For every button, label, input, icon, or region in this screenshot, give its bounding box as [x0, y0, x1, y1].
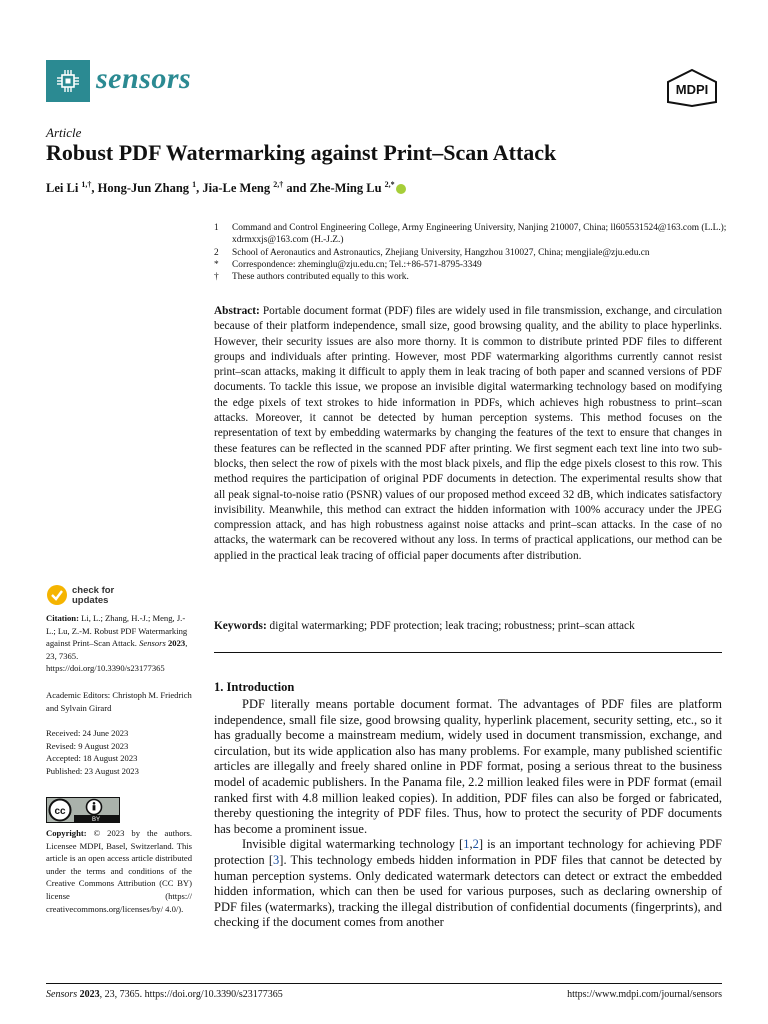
- abstract: [214, 304, 722, 564]
- citation-link[interactable]: 2: [472, 837, 479, 852]
- keywords-label: Keywords:: [214, 620, 267, 632]
- svg-text:BY: BY: [91, 817, 101, 823]
- svg-text:cc: cc: [54, 806, 66, 817]
- dates: [46, 727, 192, 777]
- author-sup: 2,†: [273, 180, 284, 189]
- author-sup: 1,†: [81, 180, 92, 189]
- chip-icon: [56, 69, 80, 93]
- citation-link[interactable]: 1: [463, 837, 470, 852]
- author-list: Lei Li $^{1,\dagger}$, Hong-Jun Zhang $^1$, Jia-Le Meng $^{2,\dagger}$ and Zhe-Ming Lu $^{2,*}$: [46, 180, 406, 196]
- introduction-body: [214, 697, 722, 931]
- citation-link[interactable]: 3: [273, 852, 280, 867]
- article-type: Article: [46, 125, 82, 140]
- section-heading: 1. Introduction: [214, 680, 295, 694]
- affiliation: 1 Command and Control Engineering College, Army Engineering University, Nanjing 210007, China; ll605531524@163.com (L.L.); xdrmxxjs@163.com (H.-J.Z.): [214, 223, 727, 246]
- publisher-name: MDPI: [675, 82, 709, 97]
- journal-url-link[interactable]: https://www.mdpi.com/journal/sensors: [567, 989, 722, 1000]
- received-date: Received: 24 June 2023: [46, 728, 129, 738]
- author-name[interactable]: Jia-Le Meng: [202, 181, 271, 196]
- equal-contribution-note: † These authors contributed equally to this work.: [214, 272, 409, 283]
- author-name[interactable]: Zhe-Ming Lu: [309, 181, 382, 196]
- abstract-text: Portable document format (PDF) files are widely used in file transmission, exchange, and circulation because of their platform independence, small size, good browsing quality, and the ability to place hyperlinks. However, their security issues are also more thorny. It is common to distribute printed PDF files to different groups and individuals after printing. However, most PDF watermarking algorithms currently cannot resist print–scan attacks, making it difficult to apply them in leak tracing of both paper and scanned versions of PDF documents. To tackle this issue, we propose an invisible digital watermarking technology based on modifying the edge pixels of text strokes to hide information in PDFs, which achieves high robustness to print–scan attacks. Moreover, it cannot be detected by human perception systems. This method focuses on the representation of text by embedding watermarks by changing the features of the text to ensure that changes in these features can be reflected in the scanned PDF after printing. We first segment each text line into two sub-blocks, then select the row of pixels with the most black pixels, and flip the edge pixels closest to this row. This method requires the participation of original PDF documents in detection. The experimental results show that all peak signal-to-noise ratio (PSNR) values of our proposed method exceed 32 dB, which indicates satisfactory invisibility. Meanwhile, this method can extract the hidden information with 100% accuracy under the JPEG compression attack, and has high robustness against noise attacks and print–scan attacks. In the case of no attacks, the watermark can be recovered without any loss. In terms of practical applications, our method can be applied in the practical leak tracing of official paper documents after distribution.: [214, 305, 722, 562]
- published-date: Published: 23 August 2023: [46, 765, 139, 776]
- author-name[interactable]: Hong-Jun Zhang: [97, 181, 190, 196]
- check-for-updates[interactable]: check for updates: [72, 585, 115, 606]
- mdpi-logo: [664, 68, 720, 108]
- affiliations: [214, 222, 728, 283]
- accepted-date: Accepted: 18 August 2023: [46, 753, 138, 764]
- keywords-text: digital watermarking; PDF protection; leak tracing; robustness; print–scan attack: [269, 620, 635, 632]
- paragraph: Invisible digital watermarking technology [1,2] is an important technology for achieving PDF protection [3]. This technology embeds hidden information in PDF files that cannot be detected by human perception systems. Only dedicated watermark detectors can detect or extract the embedded hidden information, which can then be used for various purposes, such as declaring ownership of PDF files (watermarks), tracking the illegal distribution of confidential documents (fingerprints), and checking if the document comes from another: [214, 837, 722, 930]
- academic-editors: Academic Editors: Christoph M. Friedrich and Sylvain Girard: [46, 690, 192, 713]
- copyright-notice: Copyright: © 2023 by the authors. Licensee MDPI, Basel, Switzerland. This article is an open access article distributed under the terms and conditions of the Creative Commons Attribution (CC BY) license (https:// creativecommons.org/licenses/by/ 4.0/).: [46, 828, 192, 914]
- cc-by-license-icon[interactable]: [46, 797, 120, 823]
- abstract-label: Abstract:: [214, 305, 260, 317]
- author-name[interactable]: Lei Li: [46, 181, 79, 196]
- author-sup: 2,*: [384, 180, 395, 189]
- paper-title: Robust PDF Watermarking against Print–Scan Attack: [46, 140, 557, 165]
- correspondence: * Correspondence: zheminglu@zju.edu.cn; Tel.:+86-571-8795-3349: [214, 259, 482, 270]
- footer-citation: Sensors 2023, 23, 7365. https://doi.org/10.3390/s23177365: [46, 989, 283, 1000]
- revised-date: Revised: 9 August 2023: [46, 740, 129, 751]
- orcid-icon[interactable]: [396, 184, 406, 194]
- keywords: [214, 619, 722, 634]
- footer-divider: [46, 983, 722, 984]
- divider: [214, 652, 722, 653]
- journal-name: sensors: [96, 62, 192, 95]
- check-updates-icon[interactable]: [46, 584, 68, 606]
- citation-block: Citation: Li, L.; Zhang, H.-J.; Meng, J.-L.; Lu, Z.-M. Robust PDF Watermarking against Print–Scan Attack. Sensors 2023, 23, 7365. https://doi.org/10.3390/s23177365: [46, 613, 188, 674]
- paragraph: PDF literally means portable document format. The advantages of PDF files are platform independence, small file size, good browsing quality, hyperlink placement, security setting, etc., so it has gradually become a mainstream medium, widely used in document transmission, exchange, and circulation, but its wide application also has many problems. For example, many published scientific articles are illegally and freely shared online in PDF format, posing a serious threat to the business model of academic publishers. In the Panama file, 2.2 million leaked files were in PDF format (email ranked first with 4.8 million leaked copies). In addition, PDF files can also be forged or fabricated, thereby questioning the integrity of PDF files. Thus, how to protect the security of PDF documents has become a prominent issue.: [214, 697, 722, 836]
- author-sup: 1: [192, 180, 197, 189]
- affiliation: 2 School of Aeronautics and Astronautics, Zhejiang University, Hangzhou 310027, China; mengjiale@zju.edu.cn: [214, 247, 650, 258]
